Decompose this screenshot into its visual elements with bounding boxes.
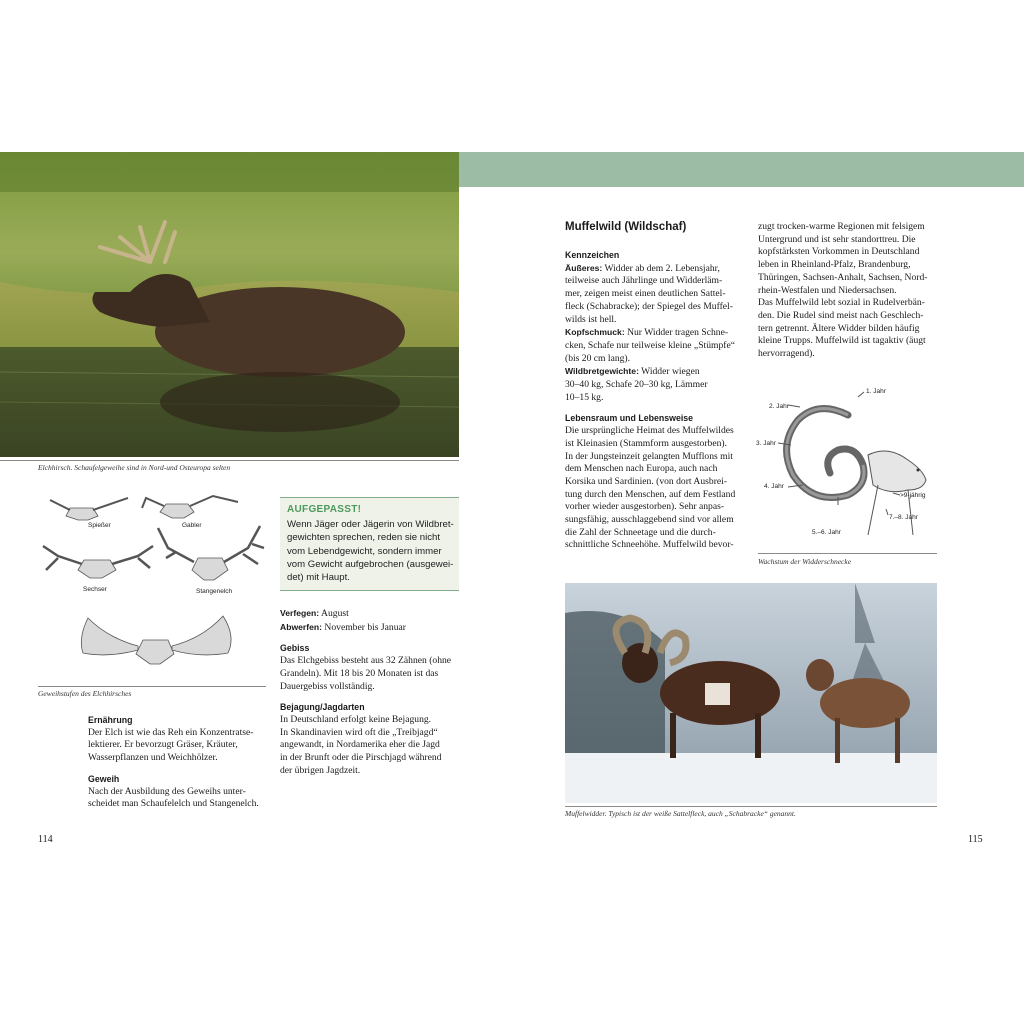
ram-label-7: >9-jährig: [900, 492, 926, 499]
gebiss-heading: Gebiss: [280, 643, 310, 654]
antler-label-gabler: Gabler: [182, 522, 202, 529]
ram-label-3: 3. Jahr: [756, 440, 776, 447]
ram-label-5: 5.–6. Jahr: [812, 529, 841, 536]
antler-stages-illustration: [38, 488, 268, 678]
antler-caption: Geweihstufen des Elchhirsches: [38, 689, 132, 698]
right-col1-text: Kennzeichen Äußeres: Widder ab dem 2. Lebensjahr, teilweise auch Jährlinge und Widderläm- mer, zeigen meist einen deutlichen Sattel- fleck (Schabracke); der Spiegel des Muffel- wilds ist hell. Kopfschmuck: Nur Widder tragen Schne- cken, Schafe nur teilweise kleine „Stümpfe“ (bis 20 cm lang). Wildbretgewichte: Widder wiegen 30–40 kg, Schafe 20–30 kg, Lämmer 10–15 kg. Lebensraum und Lebensweise Die ursprüngliche Heimat des Muffelwildes ist Kleinasien (Stammform ausgestorben). In der Jungsteinzeit gelangten Mufflons mit dem Menschen nach Europa, auch nach Korsika und Sardinien. (von dort Ausbrei- tung durch den Menschen, auf dem Festland vorher wieder ausgestorben). Sehr anpas- sungsfähig, ausschlaggebend sind vor allem die Zahl der Schneetage und die durch- schnittliche Schneehöhe. Muffelwild bevor-: [565, 249, 750, 552]
antler-label-stangenelch: Stangenelch: [196, 588, 233, 595]
info-box: [280, 497, 459, 591]
ernaehrung-heading: Ernährung: [88, 715, 133, 725]
right-col2-text: zugt trocken-warme Regionen mit felsigem Untergrund und ist sehr standorttreu. Die kopfstärksten Vorkommen in Deutschland leben in Rheinland-Pfalz, Brandenburg, Thüringen, Sachsen-Anhalt, Sachsen, Nord- rhein-Westfalen und Niedersachsen. Das Muffelwild lebt sozial in Rudelverbän- den. Die Rudel sind meist nach Geschlech- tern getrennt. Ältere Widder bilden häufig kleine Trupps. Muffelwild ist tagaktiv (äugt hervorragend).: [758, 221, 928, 360]
left-col2-text: Verfegen: August Abwerfen: November bis Januar Gebiss Das Elchgebiss besteht aus 32 Zähnen (ohne Grandeln). Mit 18 bis 20 Monaten ist das Dauergebiss vollständig. Bejagung/Jagdarten In Deutschland erfolgt keine Bejagung. In Skandinavien wird oft die „Treibjagd“ angewandt, in Nordamerika eher die Jagd in der Brunft oder die Pirschjagd während der übrigen Jagdzeit.: [280, 607, 465, 777]
bejagung-heading: Bejagung/Jagdarten: [280, 702, 365, 713]
ram-label-1: 1. Jahr: [866, 388, 886, 395]
info-box-text: Wenn Jäger oder Jägerin von Wildbret- gewichten sprechen, reden sie nicht vom Lebendgewicht, sondern immer vom Gewicht aufgebrochen (ausgewei- det) mit Haupt.: [287, 519, 454, 584]
antler-label-sechser: Sechser: [83, 586, 107, 593]
geweih-heading: Geweih: [88, 773, 120, 784]
kennzeichen-heading: Kennzeichen: [565, 250, 620, 260]
ram-caption: Wachstum der Widderschnecke: [758, 557, 852, 566]
page-number-right: 115: [968, 834, 983, 845]
ram-label-6: 7.–8. Jahr: [889, 514, 918, 521]
lebensraum-heading: Lebensraum und Lebensweise: [565, 413, 694, 424]
page-number-left: 114: [38, 834, 53, 845]
moose-photo: [0, 152, 459, 457]
moose-photo-caption: Elchhirsch. Schaufelgeweihe sind in Nord-und Osteuropa selten: [38, 463, 231, 472]
section-color-bar: [459, 152, 1024, 187]
antler-label-spiesser: Spießer: [88, 522, 111, 529]
left-col1-text: Ernährung Der Elch ist wie das Reh ein Konzentratse- lektierer. Er bevorzugt Gräser, Kräuter, Wasserpflanzen und Weichhölzer. Geweih Nach der Ausbildung des Geweihs unter- scheidet man Schaufelelch und Stangenelch.: [88, 714, 273, 811]
ram-label-4: 4. Jahr: [764, 483, 784, 490]
mouflon-photo: [565, 583, 937, 803]
section-title: Muffelwild (Wildschaf): [565, 221, 687, 233]
info-box-title: AUFGEPASST!: [287, 504, 362, 515]
mouflon-photo-caption: Muffelwidder. Typisch ist der weiße Sattelfleck, auch „Schabracke“ genannt.: [565, 809, 796, 818]
ram-label-2: 2. Jahr: [769, 403, 789, 410]
